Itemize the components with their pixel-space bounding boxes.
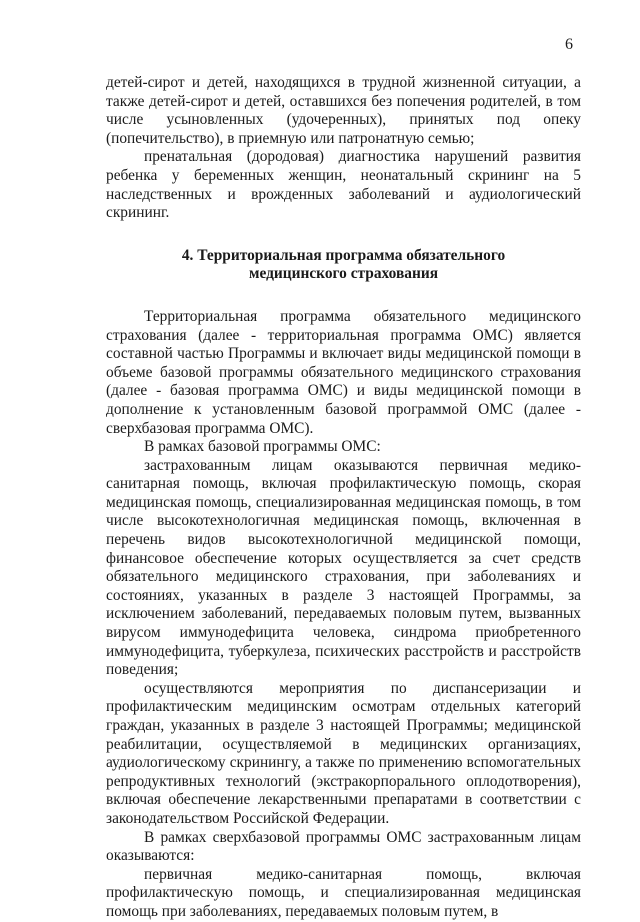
paragraph-prenatal-diagnostics: пренатальная (дородовая) диагностика нарушений развития ребенка у беременных женщин, неонатальный скрининг на 5 наследственных и врожденных заболеваний и аудиологический скрининг. bbox=[106, 148, 581, 222]
document-body bbox=[106, 74, 581, 922]
spacer bbox=[106, 284, 581, 308]
paragraph-extra-program-intro: В рамках сверхбазовой программы ОМС застрахованным лицам оказываются: bbox=[106, 828, 581, 865]
paragraph-primary-care: первичная медико-санитарная помощь, включая профилактическую помощь, и специализированная медицинская помощь при заболеваниях, передаваемых половым путем, в bbox=[106, 865, 581, 920]
section-heading-line-2: медицинского страхования bbox=[248, 265, 439, 283]
paragraph-base-program-intro: В рамках базовой программы ОМС: bbox=[144, 438, 381, 456]
paragraph-dispensary-measures: осуществляются мероприятия по диспансеризации и профилактическим медицинским осмотрам отдельных категорий граждан, указанных в разделе 3 настоящей Программы; медицинской реабилитации, осуществляемой в медицинских организациях, аудиологическому скринингу, а также по применению вспомогательных репродуктивных технологий (экстракорпорального оплодотворения), включая обеспечение лекарственными препаратами в соответствии с законодательством Российской Федерации. bbox=[106, 679, 581, 827]
section-heading-line-1: 4. Территориальная программа обязательного bbox=[181, 246, 506, 264]
paragraph-insured-care: застрахованным лицам оказываются первичная медико-санитарная помощь, включая профилактическую помощь, скорая медицинская помощь, специализированная медицинская помощь, в том числе высокотехнологичная медицинская помощь, включенная в перечень видов высокотехнологичной медицинской помощи, финансовое обеспечение которых осуществляется за счет средств обязательного медицинского страхования, при заболеваниях и состояниях, указанных в разделе 3 настоящей Программы, за исключением заболеваний, передаваемых половым путем, вызванных вирусом иммунодефицита человека, синдрома приобретенного иммунодефицита, туберкулеза, психических расстройств и расстройств поведения; bbox=[106, 456, 581, 679]
spacer bbox=[106, 223, 581, 247]
section-heading bbox=[106, 247, 581, 284]
page-number: 6 bbox=[565, 36, 573, 53]
paragraph-orphans: детей-сирот и детей, находящихся в трудной жизненной ситуации, а также детей-сирот и детей, оставшихся без попечения родителей, в том числе усыновленных (удочеренных), принятых под опеку (попечительство), в приемную или патронатную семью; bbox=[106, 74, 581, 147]
paragraph-territorial-program: Территориальная программа обязательного медицинского страхования (далее - территориальная программа ОМС) является составной частью Программы и включает виды медицинской помощи в объеме базовой программы обязательного медицинского страхования (далее - базовая программа ОМС) и виды медицинской помощи в дополнение к установленным базовой программой ОМС (далее - сверхбазовая программа ОМС). bbox=[106, 307, 581, 437]
